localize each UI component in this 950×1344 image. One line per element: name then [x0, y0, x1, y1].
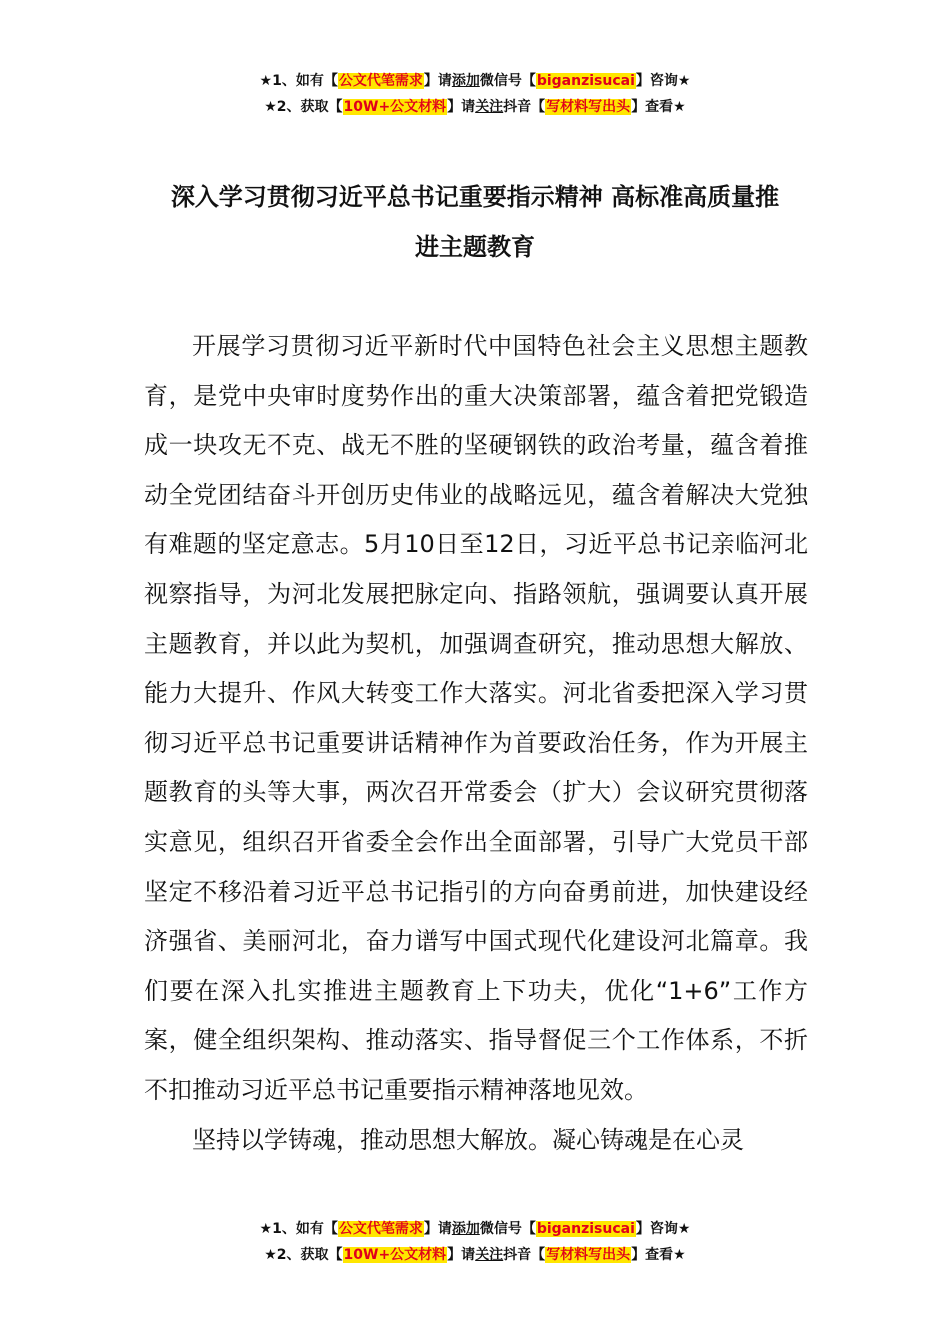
promo-line-2: [0, 94, 950, 120]
document-body: [144, 322, 808, 1165]
promo-text: 微信号【: [479, 73, 536, 89]
promo-line-1: [0, 1216, 950, 1242]
promo-text: 】咨询★: [635, 1221, 691, 1237]
promo-highlight: 写材料写出头: [546, 1247, 631, 1263]
promo-text: 】咨询★: [635, 73, 691, 89]
body-paragraph-1: 开展学习贯彻习近平新时代中国特色社会主义思想主题教育，是党中央审时度势作出的重大决策部署，蕴含着把党锻造成一块攻无不克、战无不胜的坚硬钢铁的政治考量，蕴含着推动全党团结奋斗开创历史伟业的战略远见，蕴含着解决大党独有难题的坚定意志。5月10日至12日，习近平总书记亲临河北视察指导，为河北发展把脉定向、指路领航，强调要认真开展主题教育，并以此为契机，加强调查研究，推动思想大解放、能力大提升、作风大转变工作大落实。河北省委把深入学习贯彻习近平总书记重要讲话精神作为首要政治任务，作为开展主题教育的头等大事，两次召开常委会（扩大）会议研究贯彻落实意见，组织召开省委全会作出全面部署，引导广大党员干部坚定不移沿着习近平总书记指引的方向奋勇前进，加快建设经济强省、美丽河北，奋力谱写中国式现代化建设河北篇章。我们要在深入扎实推进主题教育上下功夫，优化“1+6”工作方案，健全组织架构、推动落实、指导督促三个工作体系，不折不扣推动习近平总书记重要指示精神落地见效。: [144, 332, 808, 1104]
promo-text: ★1、如有【: [259, 1221, 338, 1237]
body-paragraph-2: 坚持以学铸魂，推动思想大解放。凝心铸魂是在心灵: [192, 1125, 744, 1154]
promo-text: 】请: [423, 73, 452, 89]
top-promo-banner: [0, 68, 950, 120]
promo-text: ★1、如有【: [259, 73, 338, 89]
promo-text: 】请: [447, 99, 476, 115]
promo-highlight: 写材料写出头: [546, 99, 631, 115]
promo-text: ★2、获取【: [264, 99, 343, 115]
promo-underlined: 关注: [475, 1247, 504, 1263]
document-title: [140, 172, 810, 272]
promo-text: 】请: [447, 1247, 476, 1263]
promo-text: 抖音【: [503, 99, 546, 115]
promo-underlined: 添加: [451, 1221, 480, 1237]
promo-highlight: 10W+公文材料: [343, 1247, 447, 1263]
promo-text: 】查看★: [631, 1247, 686, 1263]
promo-highlight: 公文代笔需求: [338, 1221, 423, 1237]
promo-text: 抖音【: [503, 1247, 546, 1263]
promo-highlight: biganzisucai: [536, 73, 635, 89]
promo-underlined: 关注: [475, 99, 504, 115]
promo-line-1: [0, 68, 950, 94]
promo-highlight: biganzisucai: [536, 1221, 635, 1237]
promo-text: 】查看★: [631, 99, 686, 115]
promo-underlined: 添加: [451, 73, 480, 89]
promo-text: 微信号【: [479, 1221, 536, 1237]
title-line-1: 深入学习贯彻习近平总书记重要指示精神 高标准高质量推: [170, 183, 780, 211]
promo-text: 】请: [423, 1221, 452, 1237]
title-line-2: 进主题教育: [415, 233, 535, 261]
promo-highlight: 公文代笔需求: [338, 73, 423, 89]
bottom-promo-banner: [0, 1216, 950, 1268]
promo-highlight: 10W+公文材料: [343, 99, 447, 115]
promo-text: ★2、获取【: [264, 1247, 343, 1263]
promo-line-2: [0, 1242, 950, 1268]
